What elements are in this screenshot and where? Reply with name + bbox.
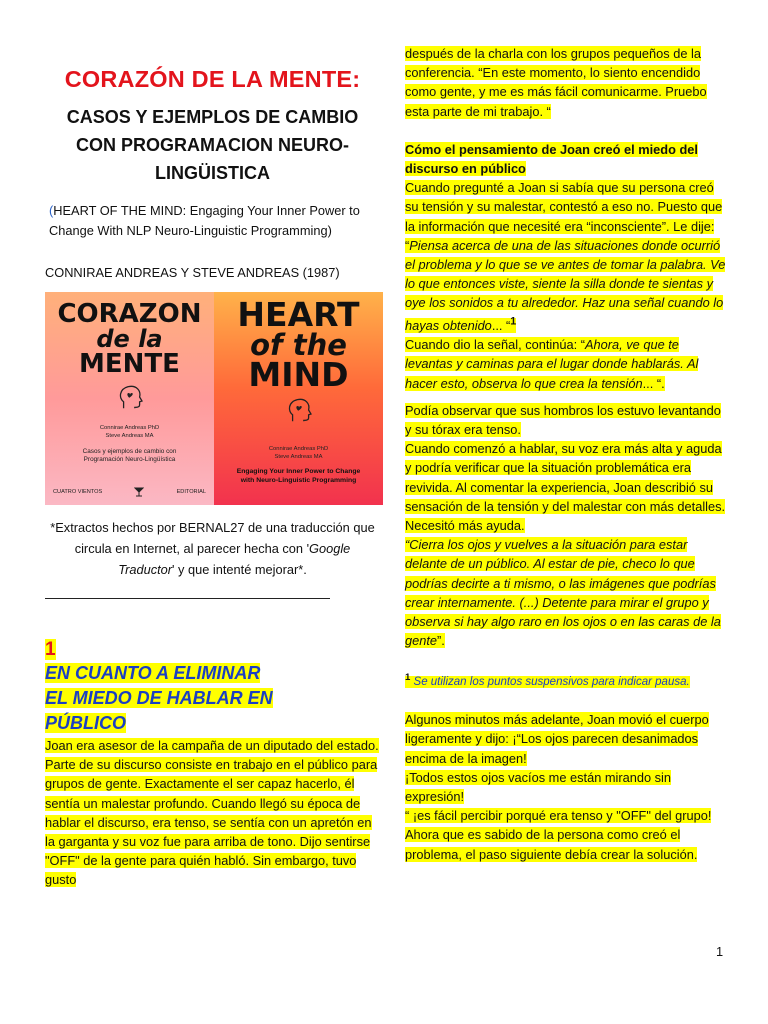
paragraph [405,535,727,650]
paragraph-text-end: ”. [437,633,445,649]
paragraph-text: Algunos minutos más adelante, Joan movió el cuerpo ligeramente y dijo: ¡“Los ojos parecen desanimados encima de la imagen! [405,712,709,766]
divider-line [45,598,330,599]
paragraph-text-end: ... “. [642,375,665,391]
cover-es-line2: de la [96,325,163,353]
cover-es-line3: MENTE [79,349,180,379]
cover-es-publisher [45,487,214,497]
paragraph [405,178,727,335]
book-covers-image [45,292,383,505]
section-number [45,639,380,661]
publisher-left: CUATRO VIENTOS [53,489,103,495]
cover-en-line2: of the [250,328,347,362]
footnote [405,669,727,691]
paragraph [405,710,727,768]
subsection-heading-text: Cómo el pensamiento de Joan creó el miedo del discurso en público [405,141,698,177]
section-title [45,661,380,736]
paragraph [405,335,727,393]
body-paragraph [45,736,380,890]
caption-italic: Google Traductor [118,541,351,577]
publisher-right: EDITORIAL [176,489,206,495]
section-number-text: 1 [45,639,56,660]
paragraph [405,768,727,806]
paragraph [405,516,727,535]
paragraph-quote: Piensa acerca de una de las situaciones donde ocurrió el problema y lo que se ve antes de tomar la palabra. Ve lo que entonces viste, siente la silla donde te sientas y oye los sonidos a tu alrededor. Haz una señal cuando lo hayas obtenido [405,237,726,333]
head-heart-icon [283,394,315,426]
section-title-line: PÚBLICO [45,713,126,733]
subtitle-line: LINGÜISTICA [155,163,270,183]
head-heart-icon [114,381,146,413]
caption-text: *Extractos hechos por BERNAL27 de una traducción que circula en Internet, al parecer hecha con ' [50,520,375,556]
cover-en-authors: Connirae Andreas PhD Steve Andreas MA [268,446,329,460]
document-subtitle [45,103,380,187]
cover-en-line1: HEART [237,295,360,334]
paragraph-quote: Ahora, ve que te levantas y caminas para el lugar donde hablarás. Al hacer esto, observa lo que crea la tensión [405,337,699,391]
paragraph-text: Cuando pregunté a Joan si sabía que su persona creó su tensión y su malestar, contestó a eso no. Puesto que la información que necesité era “inconsciente”. Le dije: “ [405,180,723,253]
cover-en-subtitle: Engaging Your Inner Power to Change with Neuro-Linguistic Programming [236,468,361,484]
section-title-line: EL MIEDO DE HABLAR EN [45,688,273,708]
subsection-heading [405,140,727,178]
cover-en-line3: MIND [248,355,349,394]
footnote-text: Se utilizan los puntos suspensivos para indicar pausa. [410,676,690,689]
paragraph-text-end: ... “ [491,317,511,333]
paragraph-text: ¡Todos estos ojos vacíos me están mirando sin expresión! [405,769,672,804]
cover-es-subtitle: Casos y ejemplos de cambio con Programación Neuro-Lingüística [82,448,177,463]
paragraph-text: Cuando dio la señal, continúa: “ [405,337,585,353]
subtitle-line: CASOS Y EJEMPLOS DE CAMBIO [66,107,359,127]
body-paragraph-text: Joan era asesor de la campaña de un diputado del estado. Parte de su discurso consiste en trabajo en el público para grupos de gente. Exactamente el ser capaz hacerlo, él sentía un malestar profundo. Cuando llegó su época de hablar el discurso, era tenso, se sentía con un apretón en la garganta y su voz fue para arriba de tono. Dijo sentirse "OFF" de la gente para quién habló. Sin embargo, tuvo gusto [45,738,379,888]
english-title-paren: ( [49,203,54,218]
caption-text-end: ' y que intenté mejorar*. [172,562,307,577]
cover-es-authors: Connirae Andreas PhD Steve Andreas MA [99,425,160,439]
left-column [45,58,380,890]
publisher-logo-icon [134,487,144,497]
authors: CONNIRAE ANDREAS Y STEVE ANDREAS (1987) [45,265,340,280]
paragraph-text: “ ¡es fácil percibir porqué era tenso y "OFF" del grupo! Ahora que es sabido de la persona como creó el problema, el paso siguiente debía crear la solución. [405,808,712,862]
cover-spanish [45,292,214,505]
document-title: CORAZÓN DE LA MENTE: [64,66,361,92]
paragraph-quote: “Cierra los ojos y vuelves a la situación para estar delante de un público. Al estar de pie, checo lo que podrías decirte a ti mismo, o las imágenes que podrías crear internamente. (...) Detente para mirar el grupo y observa si hay algo raro en los ojos o en las caras de la gente [405,537,721,649]
page-number: 1 [716,944,724,959]
english-title-text: HEART OF THE MIND: Engaging Your Inner Power to Change With NLP Neuro-Linguistic Programming) [49,203,360,238]
paragraph [405,439,727,516]
cover-es-title [45,299,214,379]
cover-es-line1: CORAZON [57,299,202,329]
english-title [45,201,380,241]
paragraph [405,44,727,121]
paragraph-text: después de la charla con los grupos pequeños de la conferencia. “En este momento, lo siento encendido como gente, y me es más fácil comunicarme. Pruebo esta parte de mi trabajo. “ [405,46,707,119]
right-column [405,44,727,864]
cover-en-title [214,295,383,394]
subtitle-line: CON PROGRAMACION NEURO- [76,135,349,155]
paragraph-text: Cuando comenzó a hablar, su voz era más alta y aguda y podría verificar que la situación problemática era revivida. Al comentar la experiencia, Joan describió su sensación de la tensión y del malestar con más detalles. [405,441,726,514]
extract-caption [45,517,380,580]
paragraph [405,806,727,864]
paragraph-text: Necesitó más ayuda. [405,517,525,533]
footnote-ref: 1 [510,315,517,328]
cover-english [214,292,383,505]
section-title-line: EN CUANTO A ELIMINAR [45,663,261,683]
paragraph [405,401,727,439]
footnote-mark: 1 [405,672,411,684]
paragraph-text: Podía observar que sus hombros los estuvo levantando y su tórax era tenso. [405,402,721,437]
